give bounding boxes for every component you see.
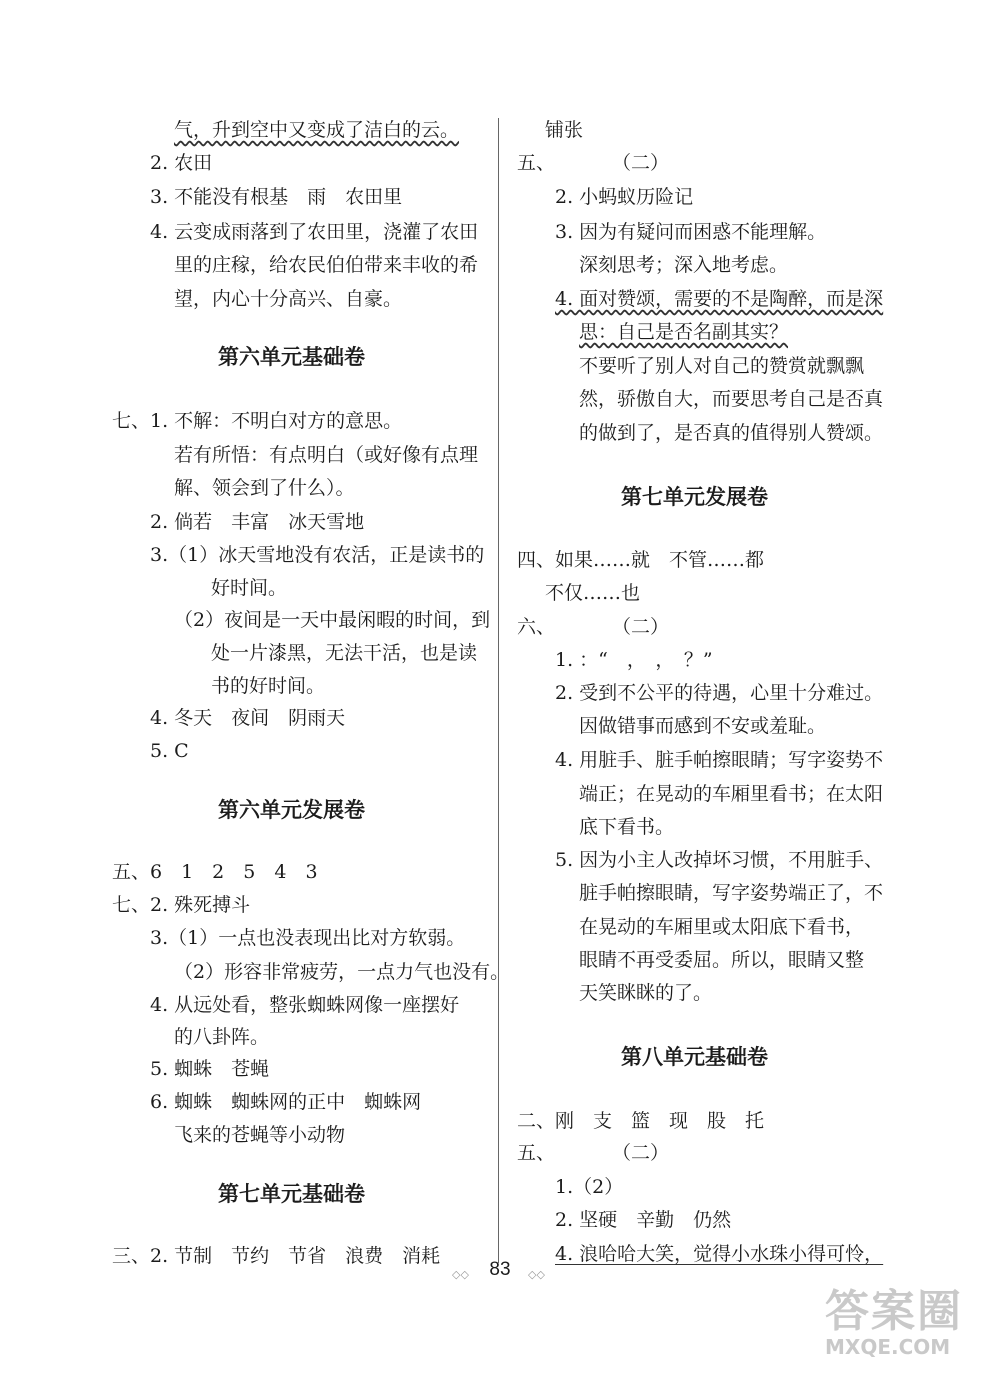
answer-line: 书的好时间。 bbox=[211, 675, 326, 697]
answer-line: 的八卦阵。 bbox=[174, 1026, 270, 1048]
answer-line: 处一片漆黑，无法干活，也是读 bbox=[211, 642, 478, 664]
answer-line: 里的庄稼，给农民伯伯带来丰收的希 bbox=[174, 254, 479, 276]
answer-line: 五、 （二） bbox=[517, 1142, 670, 1164]
answer-line: 深刻思考；深入地考虑。 bbox=[579, 254, 789, 276]
section-heading: 第八单元基础卷 bbox=[621, 1045, 768, 1069]
answer-line: 天笑眯眯的了。 bbox=[579, 982, 713, 1004]
answer-line: 不仅……也 bbox=[545, 582, 641, 604]
answer-line: 眼睛不再受委屈。所以，眼睛又整 bbox=[579, 949, 865, 971]
answer-line: 二、刚 支 篮 现 股 托 bbox=[517, 1110, 765, 1132]
answer-line: 2. 受到不公平的待遇，心里十分难过。 bbox=[555, 682, 884, 704]
answer-line: 七、2. 殊死搏斗 bbox=[112, 894, 251, 916]
answer-line: 五、6 1 2 5 4 3 bbox=[112, 861, 318, 883]
answer-line: 4. 从远处看，整张蜘蛛网像一座摆好 bbox=[150, 994, 460, 1016]
answer-line: 气，升到空中又变成了洁白的云。 bbox=[174, 119, 460, 141]
page-number-left-ornament: ◇◇ bbox=[452, 1268, 469, 1281]
answer-line: 三、2. 节制 节约 节省 浪费 消耗 bbox=[112, 1245, 441, 1267]
answer-line: 六、 （二） bbox=[517, 616, 670, 638]
answer-line: 底下看书。 bbox=[579, 816, 675, 838]
answer-line: 脏手帕擦眼睛，写字姿势端正了，不 bbox=[579, 882, 884, 904]
answer-line: 5. 蜘蛛 苍蝇 bbox=[150, 1058, 270, 1080]
watermark-logo bbox=[825, 1288, 995, 1368]
answer-line: 2. 小蚂蚁历险记 bbox=[555, 186, 694, 208]
answer-line: （2）夜间是一天中最闲暇的时间，到 bbox=[174, 609, 491, 631]
answer-line: 望，内心十分高兴、自豪。 bbox=[174, 288, 403, 310]
answer-line: 1.（2） bbox=[555, 1176, 624, 1198]
answer-line: 铺张 bbox=[545, 119, 584, 141]
answer-line: 2. 倘若 丰富 冰天雪地 bbox=[150, 511, 365, 533]
answer-line: 3.（1）冰天雪地没有农活，正是读书的 bbox=[150, 544, 485, 566]
answer-line: 4. 云变成雨落到了农田里，浇灌了农田 bbox=[150, 221, 479, 243]
answer-line: （2）形容非常疲劳，一点力气也没有。 bbox=[174, 961, 510, 983]
section-heading: 第七单元基础卷 bbox=[218, 1182, 365, 1206]
answer-line: 4. 冬天 夜间 阴雨天 bbox=[150, 707, 346, 729]
answer-line: 五、 （二） bbox=[517, 152, 670, 174]
page-number: 83 bbox=[489, 1259, 511, 1280]
answer-line: 5. C bbox=[150, 740, 189, 762]
answer-line: 四、如果……就 不管……都 bbox=[517, 549, 765, 571]
page-number-right-ornament: ◇◇ bbox=[528, 1268, 545, 1281]
watermark-url-text: MXQE.COM bbox=[825, 1335, 951, 1359]
answer-line: 6. 蜘蛛 蜘蛛网的正中 蜘蛛网 bbox=[150, 1091, 422, 1113]
answer-line: 4. 面对赞颂，需要的不是陶醉，而是深 bbox=[555, 288, 884, 310]
column-divider bbox=[498, 118, 499, 1263]
answer-line: 因做错事而感到不安或羞耻。 bbox=[579, 715, 827, 737]
answer-line: 5. 因为小主人改掉坏习惯，不用脏手、 bbox=[555, 849, 884, 871]
answer-line: 1. ：“ ， ， ？” bbox=[555, 649, 713, 671]
answer-line: 飞来的苍蝇等小动物 bbox=[174, 1124, 346, 1146]
answer-line: 在晃动的车厢里或太阳底下看书， bbox=[579, 916, 865, 938]
section-heading: 第七单元发展卷 bbox=[621, 485, 768, 509]
watermark-main-text: 答案圈 bbox=[825, 1286, 963, 1337]
answer-line: 4. 浪哈哈大笑，觉得小水珠小得可怜， bbox=[555, 1243, 884, 1265]
answer-line: 2. 农田 bbox=[150, 152, 213, 174]
answer-line: 3. 因为有疑问而困惑不能理解。 bbox=[555, 221, 827, 243]
answer-line: 端正；在晃动的车厢里看书；在太阳 bbox=[579, 783, 884, 805]
answer-line: 4. 用脏手、脏手帕擦眼睛；写字姿势不 bbox=[555, 749, 884, 771]
answer-line: 2. 坚硬 辛勤 仍然 bbox=[555, 1209, 732, 1231]
answer-line: 然，骄傲自大，而要思考自己是否真 bbox=[579, 388, 884, 410]
section-heading: 第六单元发展卷 bbox=[218, 798, 365, 822]
answer-line: 3.（1）一点也没表现出比对方软弱。 bbox=[150, 927, 466, 949]
answer-line: 解、领会到了什么）。 bbox=[174, 477, 355, 499]
answer-line: 的做到了，是否真的值得别人赞颂。 bbox=[579, 422, 884, 444]
answer-line: 3. 不能没有根基 雨 农田里 bbox=[150, 186, 403, 208]
answer-line: 若有所悟：有点明白（或好像有点理 bbox=[174, 444, 479, 466]
answer-line: 七、1. 不解：不明白对方的意思。 bbox=[112, 410, 403, 432]
section-heading: 第六单元基础卷 bbox=[218, 345, 365, 369]
answer-line: 好时间。 bbox=[211, 577, 288, 599]
answer-line: 不要听了别人对自己的赞赏就飘飘 bbox=[579, 355, 865, 377]
answer-line: 思：自己是否名副其实？ bbox=[579, 321, 789, 343]
